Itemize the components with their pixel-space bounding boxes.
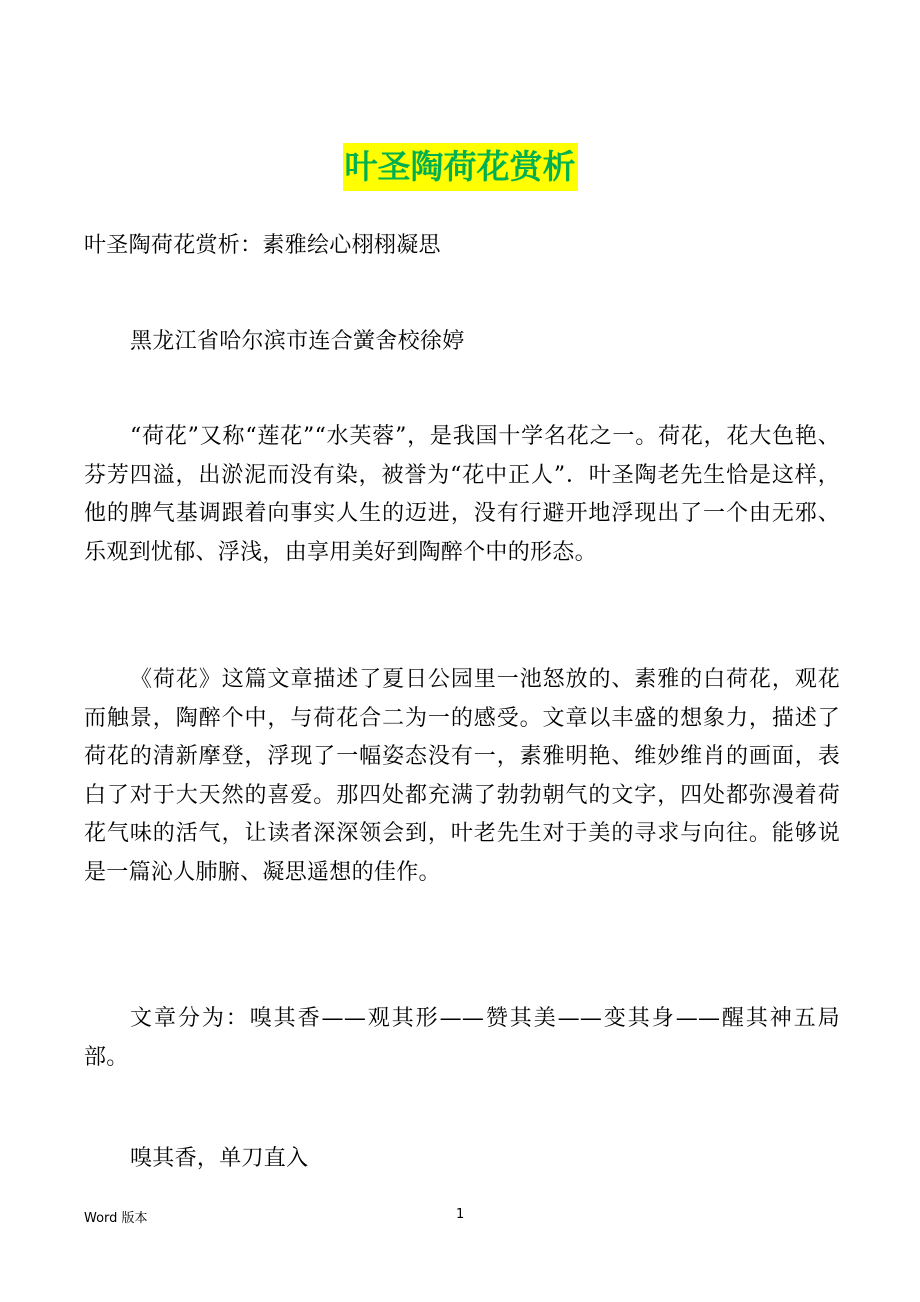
section-heading-paragraph: 嗅其香，单刀直入 [130, 1146, 309, 1171]
title-container [0, 143, 920, 191]
structure-paragraph: 文章分为：嗅其香——观其形——赞其美——变其身——醒其神五局部。 [84, 1006, 840, 1070]
footer-page-number: 1 [456, 1207, 465, 1222]
subtitle-paragraph: 叶圣陶荷花赏析：素雅绘心栩栩凝思 [84, 233, 441, 258]
author-paragraph: 黑龙江省哈尔滨市连合黉舍校徐婷 [130, 329, 465, 354]
lotus-analysis-paragraph: 《荷花》这篇文章描述了夏日公园里一池怒放的、素雅的白荷花，观花而触景，陶醉个中，与荷花合二为一的感受。文章以丰盛的想象力，描述了荷花的清新摩登，浮现了一幅姿态没有一，素雅明艳、维妙维肖的画面，表白了对于大天然的喜爱。那四处都充满了勃勃朝气的文字，四处都弥漫着荷花气味的活气，让读者深深领会到，叶老先生对于美的寻求与向往。能够说是一篇沁人肺腑、凝思遥想的佳作。 [84, 667, 840, 885]
document-title: 叶圣陶荷花赏析 [343, 143, 578, 191]
footer-version-label: Word 版本 [84, 1211, 148, 1226]
intro-paragraph: “荷花”又称“莲花”“水芙蓉”，是我国十学名花之一。荷花，花大色艳、芬芳四溢，出淤泥而没有染，被誉为“花中正人”．叶圣陶老先生恰是这样，他的脾气基调跟着向事实人生的迈进，没有行避开地浮现出了一个由无邪、乐观到忧郁、浮浅，由享用美好到陶醉个中的形态。 [84, 424, 840, 565]
